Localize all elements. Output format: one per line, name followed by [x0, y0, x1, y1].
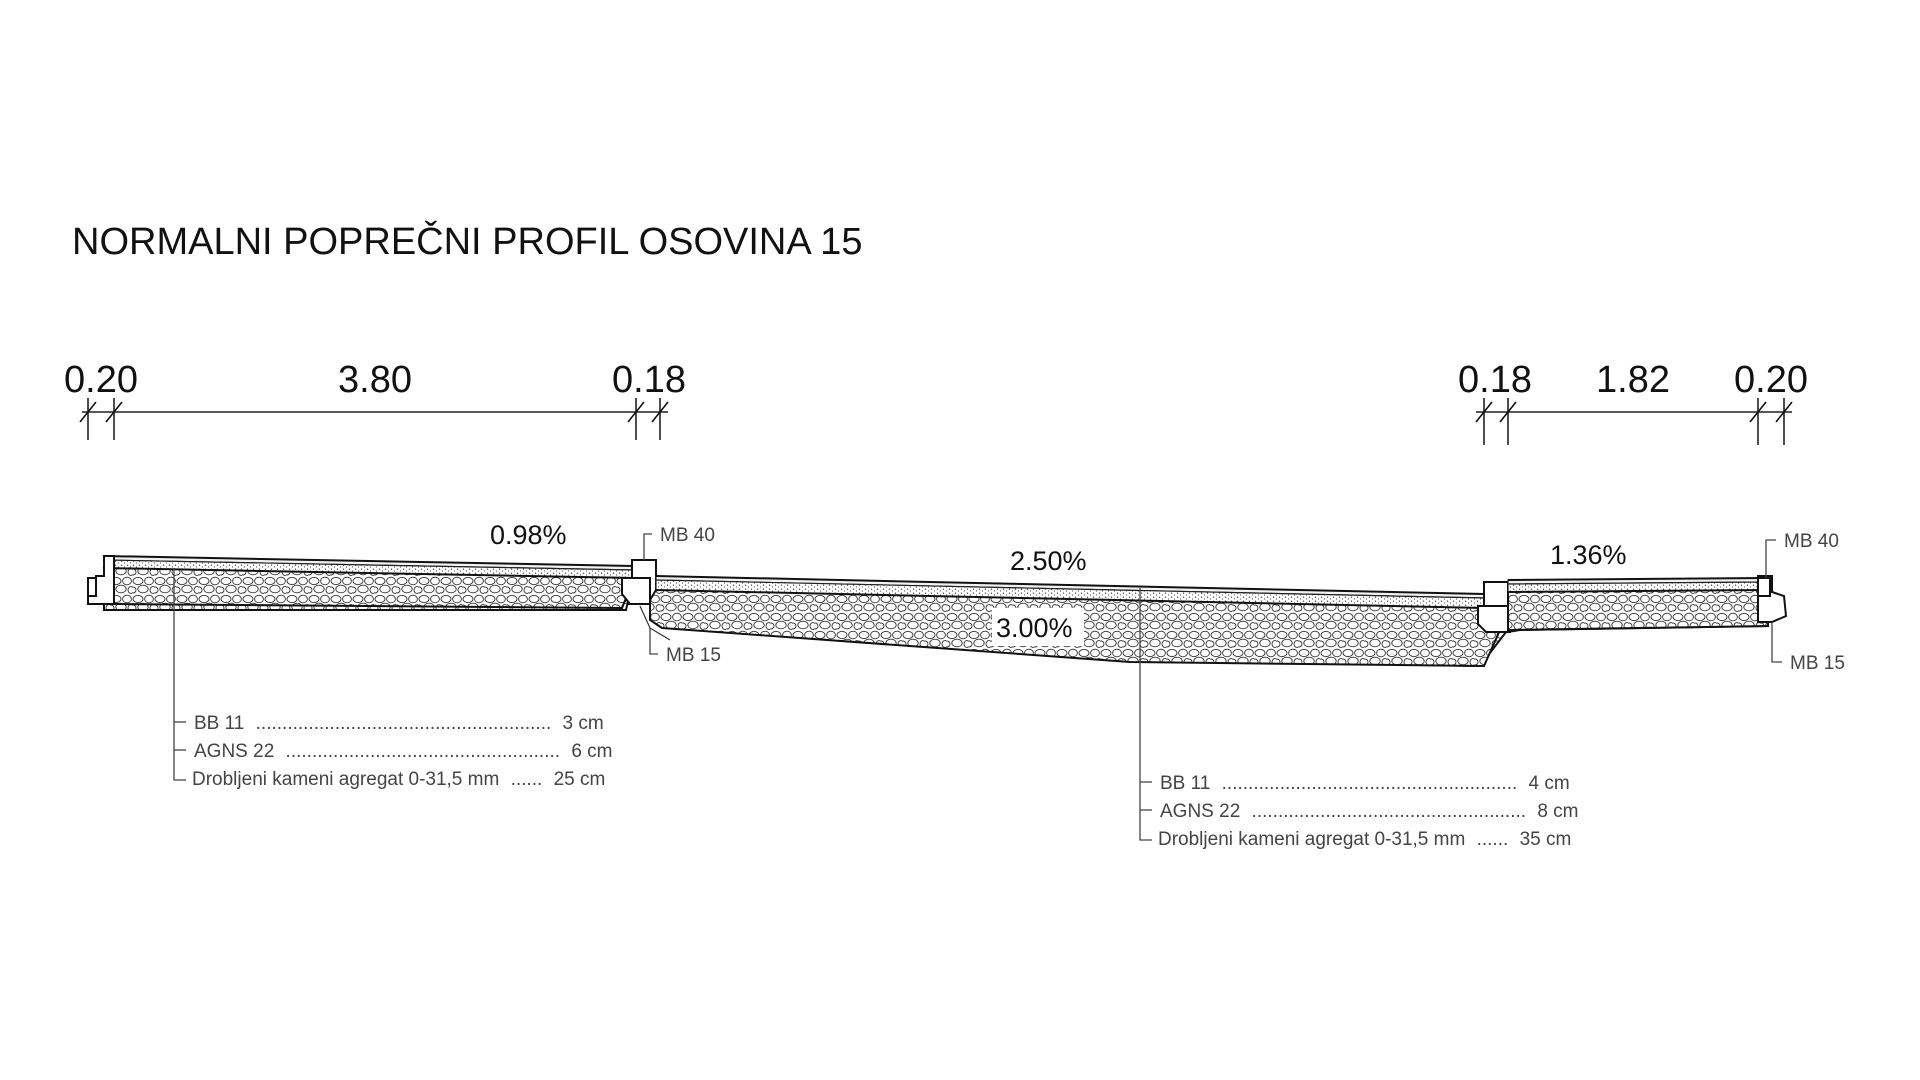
layer-dots: ........................................................ — [255, 713, 552, 734]
layer-thickness: 4 cm — [1528, 773, 1570, 794]
layer-thickness: 3 cm — [562, 713, 604, 734]
layer-row — [194, 713, 604, 734]
dimension-label: 0.20 — [64, 359, 138, 401]
layer-dots: .................................................... — [1251, 801, 1527, 822]
layer-name: AGNS 22 — [194, 741, 275, 762]
dimension-label: 0.18 — [1458, 359, 1532, 401]
layer-thickness: 8 cm — [1537, 801, 1579, 822]
slope-label-subgrade: 3.00% — [996, 613, 1073, 643]
layer-row — [1160, 801, 1579, 822]
dimension-line-left — [64, 359, 686, 440]
material-label: MB 40 — [1784, 531, 1839, 552]
left-outer-curb — [88, 556, 114, 604]
layer-name: BB 11 — [1160, 773, 1211, 794]
layer-dots: ........................................................ — [1221, 773, 1518, 794]
dimension-line-right — [1458, 359, 1808, 445]
layer-row — [1158, 829, 1571, 850]
layer-row — [194, 741, 613, 762]
layer-thickness: 35 cm — [1519, 829, 1572, 850]
dimension-label: 1.82 — [1596, 359, 1670, 401]
drawing-title: NORMALNI POPREČNI PROFIL OSOVINA 15 — [72, 221, 863, 263]
layer-dots: ...... — [510, 769, 543, 790]
material-label: MB 15 — [1790, 653, 1845, 674]
layer-dots: .................................................... — [285, 741, 561, 762]
dimension-label: 3.80 — [338, 359, 412, 401]
layer-name: Drobljeni kameni agregat 0-31,5 mm — [1158, 829, 1466, 850]
material-callout-right-base — [1772, 622, 1845, 674]
layer-thickness: 25 cm — [553, 769, 606, 790]
left-sidewalk-section — [104, 556, 638, 610]
slope-label-right-sidewalk: 1.36% — [1550, 540, 1627, 570]
layer-name: AGNS 22 — [1160, 801, 1241, 822]
slope-label-left-sidewalk: 0.98% — [490, 520, 567, 550]
layer-name: Drobljeni kameni agregat 0-31,5 mm — [192, 769, 500, 790]
layer-row — [1160, 773, 1570, 794]
roadway-section — [650, 576, 1506, 666]
right-outer-curb — [1758, 576, 1786, 622]
right-sidewalk-section — [1508, 578, 1768, 632]
material-label: MB 40 — [660, 525, 715, 546]
material-callout-right-top — [1766, 531, 1839, 578]
dimension-label: 0.18 — [612, 359, 686, 401]
layer-row — [192, 769, 605, 790]
material-label: MB 15 — [666, 645, 721, 666]
layer-dots: ...... — [1476, 829, 1509, 850]
dimension-label: 0.20 — [1734, 359, 1808, 401]
material-callout-left-top — [644, 525, 715, 560]
right-inner-curb — [1478, 582, 1510, 632]
slope-label-roadway: 2.50% — [1010, 546, 1087, 576]
layer-thickness: 6 cm — [571, 741, 613, 762]
layer-name: BB 11 — [194, 713, 245, 734]
